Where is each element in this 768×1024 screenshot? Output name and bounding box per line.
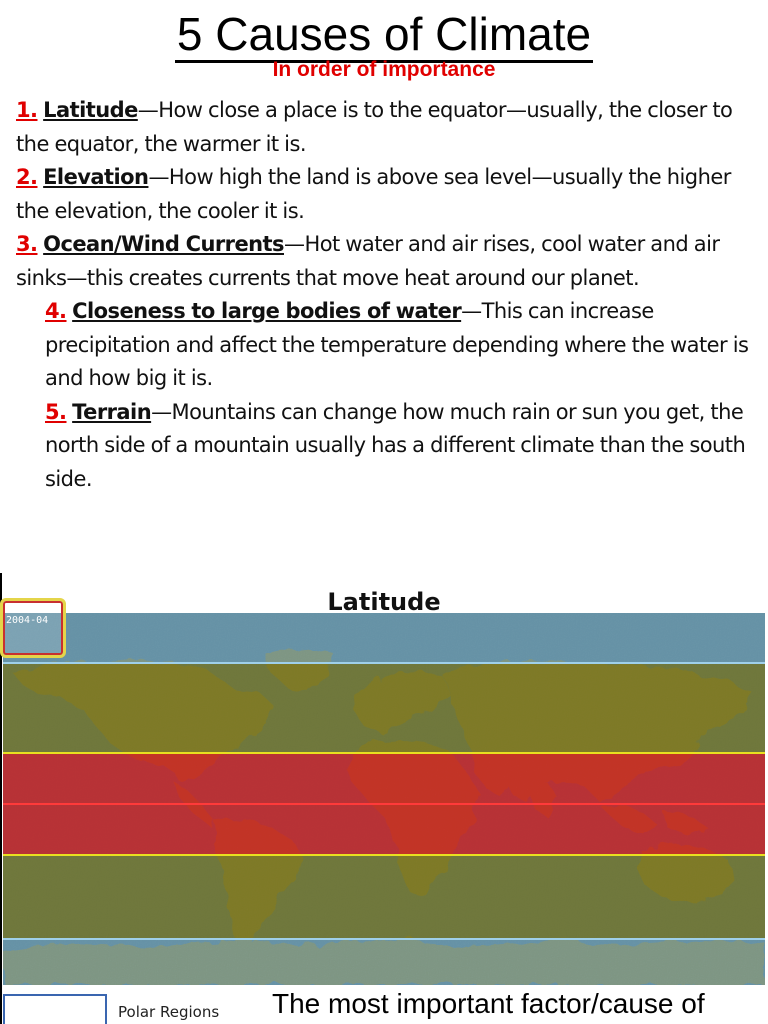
cause-description: —This can increase precipitation and affect the temperature depending where the water is and how big it is. bbox=[45, 299, 749, 390]
cause-item-bodies-of-water bbox=[16, 295, 756, 396]
cause-number: 3. bbox=[16, 232, 38, 256]
page-subtitle: In order of importance bbox=[272, 58, 496, 81]
cause-name: Closeness to large bodies of water bbox=[72, 299, 462, 323]
zone-polar-south bbox=[3, 939, 765, 985]
cause-number: 1. bbox=[16, 98, 38, 122]
date-badge-text: 2004-04 bbox=[6, 615, 49, 626]
climate-zones bbox=[3, 613, 765, 985]
cause-name: Elevation bbox=[43, 165, 149, 189]
cause-item-ocean-wind-currents bbox=[16, 228, 756, 295]
date-badge bbox=[0, 598, 66, 658]
cause-number: 2. bbox=[16, 165, 38, 189]
cause-item-latitude bbox=[16, 94, 756, 161]
causes-list bbox=[16, 94, 756, 496]
cause-name: Latitude bbox=[43, 98, 138, 122]
cause-description: —How high the land is above sea level—usually the higher the elevation, the cooler it is. bbox=[16, 165, 731, 223]
latitude-map-svg bbox=[3, 613, 765, 985]
zone-temperate-north bbox=[3, 663, 765, 753]
map-caption: The most important factor/cause of bbox=[272, 988, 705, 1019]
map-title: Latitude bbox=[327, 588, 441, 616]
legend-swatch-polar bbox=[3, 994, 107, 1024]
cause-number: 4. bbox=[45, 299, 67, 323]
cause-description: —How close a place is to the equator—usually, the closer to the equator, the warmer it is. bbox=[16, 98, 733, 156]
cause-item-elevation bbox=[16, 161, 756, 228]
page-title bbox=[0, 6, 768, 62]
cause-number: 5. bbox=[45, 399, 67, 424]
cause-name: Terrain bbox=[72, 399, 152, 424]
cause-description: —Mountains can change how much rain or sun you get, the north side of a mountain usually has a different climate than the south side. bbox=[45, 399, 746, 491]
latitude-map bbox=[3, 613, 765, 985]
zone-polar-north bbox=[3, 613, 765, 663]
cause-name: Ocean/Wind Currents bbox=[43, 232, 284, 256]
legend-label-polar: Polar Regions bbox=[118, 1003, 220, 1021]
cause-description: —Hot water and air rises, cool water and air sinks—this creates currents that move heat around our planet. bbox=[16, 232, 720, 290]
page-title-text: 5 Causes of Climate bbox=[175, 8, 593, 63]
cause-item-terrain bbox=[16, 396, 756, 497]
zone-temperate-south bbox=[3, 855, 765, 939]
